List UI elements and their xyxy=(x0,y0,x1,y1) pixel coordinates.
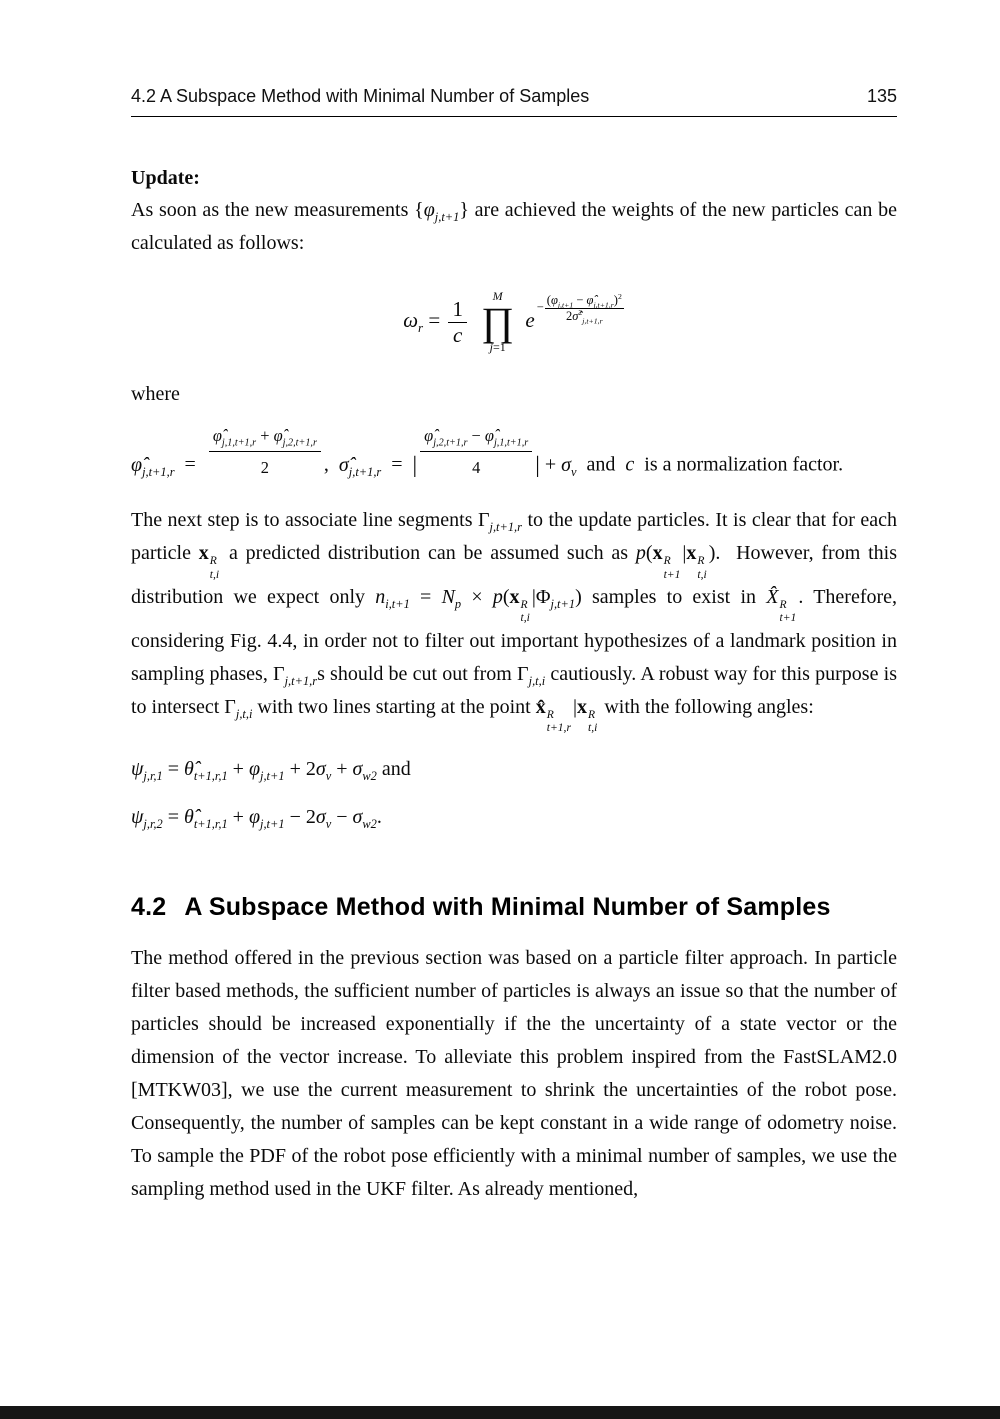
paragraph-line-segments: The next step is to associate line segments $\Gamma_{j,t+1,r}$ to the update particles. It is clear that for each particle x R t,i a predicted distribution can be assumed such as p(x R t+1 |x R t,i ). However, from this distribution we expect only $n_{i,t+1} = N_p \times p(x$ R t,i $|\Phi_{j,t+1}$) samples to exist in X̂ R t+1 . Therefore, considering Fig. 4.4, in order not to filter out important hypothesizes of a landmark position in sampling phases, $\Gamma_{j,t+1,r}s$ should be cut out from $\Gamma_{j,t,i}$ cautiously. A robust way for this purpose is to intersect $\Gamma_{j,t,i}$ with two lines starting at the point x̂ R t+1,r |x R t,i with the following angles: xyxy=(131,509,898,735)
update-heading: Update: xyxy=(131,167,200,189)
equation-psi-2: $\psi_{j,r,2}$ = $\thetâ_{t+1,r,1} + \varphi_{j,t+1} - 2\sigma_v - \sigma_{w2}$. xyxy=(131,805,382,831)
section-number: 4.2 xyxy=(131,892,167,921)
page-bottom-edge xyxy=(0,1406,1000,1419)
equation-weights: $\omega_r$ = $\frac{1}{c}$ M ∏ j=1 e− $\frac{(\varphi_{j,t+1} - \varphî_{j,t+1,r})^2}{2\sigmâ^2_{j,t+1,r}}$ xyxy=(403,289,622,355)
where-label: where xyxy=(131,383,180,406)
page-number: 135 xyxy=(866,86,897,106)
section-title: A Subspace Method with Minimal Number of Samples xyxy=(184,892,831,921)
equation-psi-1: $\psi_{j,r,1}$ = $\thetâ_{t+1,r,1} + \varphi_{j,t+1} + 2\sigma_v + \sigma_{w2}$ and xyxy=(131,757,411,783)
section-heading xyxy=(131,893,897,922)
running-head-title: 4.2 A Subspace Method with Minimal Number of Samples xyxy=(131,86,590,106)
paragraph-method: The method offered in the previous section was based on a particle filter approach. In particle filter based methods, the sufficient number of particles is always an issue so that the number of particles should be increased exponentially if the the uncertainty of a state vector or the dimension of the vector increase. To alleviate this problem inspired from the FastSLAM2.0 [MTKW03], we use the current measurement to shrink the uncertainties of the robot pose. Consequently, the number of samples can be kept constant in a wide range of odometry noise. To sample the PDF of the robot pose efficiently with a minimal number of samples, we use the sampling method used in the UKF filter. As already mentioned, xyxy=(131,946,897,1200)
paragraph-definitions: $\varphî_{j,t+1,r}$ = $\frac{\varphî_{j,1,t+1,r} + \varphî_{j,2,t+1,r}}{2}$ , $\sigmâ_{j,t+1,r}$ = | $\frac{\varphî_{j,2,t+1,r} - \varphî_{j,1,t+1,r}}{4}$ | + $\sigma_v$ and c is a normalization factor. xyxy=(131,421,897,484)
page-header xyxy=(131,86,897,117)
paragraph-update: As soon as the new measurements $\{\varphi_{j,t+1}\}$ are achieved the weights of the new particles can be calculated as follows: xyxy=(131,199,897,254)
page-body xyxy=(131,167,897,1206)
